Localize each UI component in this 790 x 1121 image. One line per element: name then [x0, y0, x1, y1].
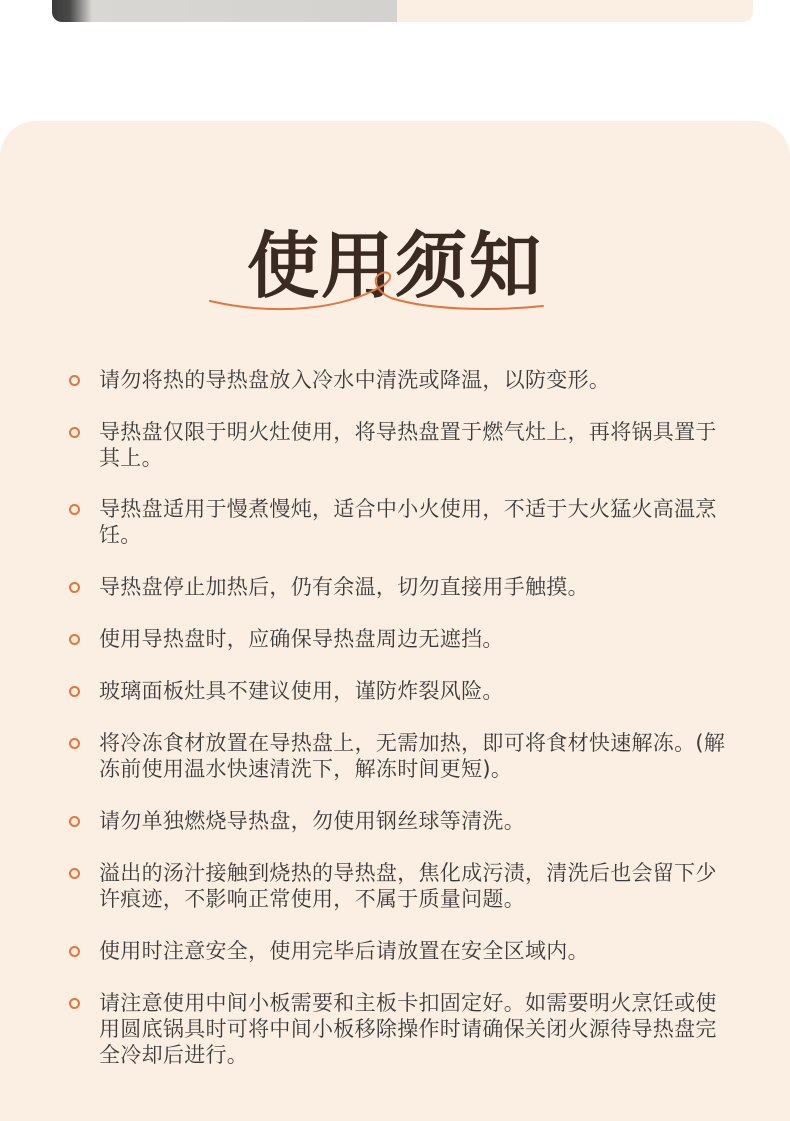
note-text: 导热盘仅限于明火灶使用，将导热盘置于燃气灶上，再将锅具置于其上。 — [99, 420, 717, 470]
ring-bullet-icon — [69, 634, 80, 645]
section-title: 使用须知 — [246, 224, 543, 308]
ring-bullet-icon — [69, 582, 80, 593]
note-text: 使用导热盘时，应确保导热盘周边无遮挡。 — [99, 627, 504, 651]
ring-bullet-icon — [69, 427, 80, 438]
ring-bullet-icon — [69, 998, 80, 1009]
note-text: 请勿将热的导热盘放入冷水中清洗或降温，以防变形。 — [99, 368, 611, 392]
note-text: 导热盘适用于慢煮慢炖，适合中小火使用，不适于大火猛火高温烹饪。 — [99, 497, 717, 547]
ring-bullet-icon — [69, 686, 80, 697]
note-text: 玻璃面板灶具不建议使用，谨防炸裂风险。 — [99, 679, 504, 703]
note-text: 导热盘停止加热后，仍有余温，切勿直接用手触摸。 — [99, 575, 589, 599]
ring-bullet-icon — [69, 868, 80, 879]
note-text: 将冷冻食材放置在导热盘上，无需加热，即可将食材快速解冻。(解冻前使用温水快速清洗下，解冻时间更短)。 — [99, 731, 726, 781]
ring-bullet-icon — [69, 946, 80, 957]
ring-bullet-icon — [69, 816, 80, 827]
ring-bullet-icon — [69, 504, 80, 515]
note-text: 请注意使用中间小板需要和主板卡扣固定好。如需要明火烹饪或使用圆底锅具时可将中间小板移除操作时请确保关闭火源待导热盘完全冷却后进行。 — [99, 991, 717, 1067]
ring-bullet-icon — [69, 375, 80, 386]
note-text: 溢出的汤汁接触到烧热的导热盘，焦化成污渍，清洗后也会留下少许痕迹，不影响正常使用，不属于质量问题。 — [99, 861, 717, 911]
ring-bullet-icon — [69, 738, 80, 749]
note-text: 使用时注意安全，使用完毕后请放置在安全区域内。 — [99, 939, 589, 963]
note-text: 请勿单独燃烧导热盘，勿使用钢丝球等清洗。 — [99, 809, 525, 833]
